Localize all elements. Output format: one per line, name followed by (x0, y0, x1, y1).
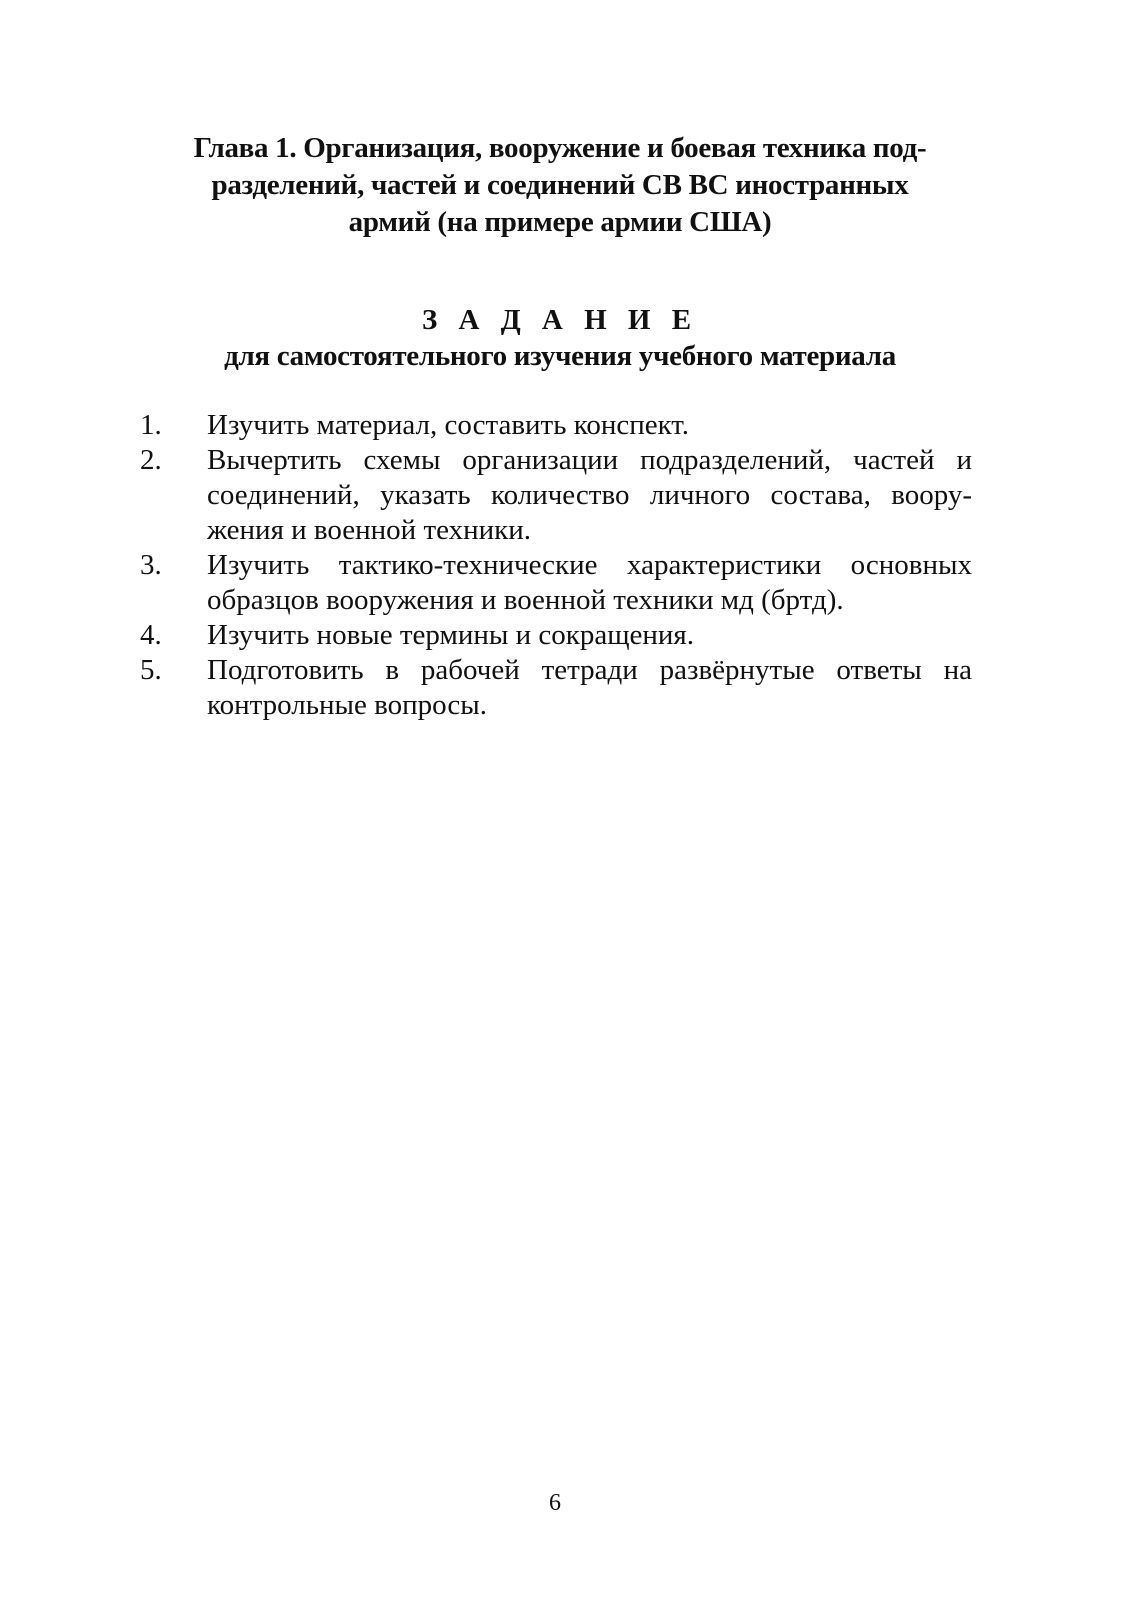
task-item-text: контрольные вопросы. (207, 689, 487, 721)
task-item-number: 4. (140, 619, 162, 651)
task-item-number: 1. (140, 409, 162, 441)
chapter-title-line: Глава 1. Организация, вооружение и боевая техника под- (193, 132, 927, 164)
task-item-text: Изучить тактико-технические характеристики основных (207, 549, 972, 581)
task-item-number: 2. (140, 444, 162, 476)
task-heading-block (150, 302, 970, 374)
task-item-text: Изучить новые термины и сокращения. (207, 619, 695, 651)
task-item (140, 548, 972, 618)
page-number: 6 (549, 1490, 561, 1516)
task-heading: З А Д А Н И Е (421, 304, 699, 336)
task-item-text: образцов вооружения и военной техники мд (бртд). (207, 584, 844, 616)
task-item-text: Подготовить в рабочей тетради развёрнутые ответы на (207, 654, 972, 686)
task-item (140, 443, 972, 548)
chapter-title-line: разделений, частей и соединений СВ ВС иностранных (211, 169, 909, 201)
task-item-number: 5. (140, 654, 162, 686)
task-item-text: Изучить материал, составить конспект. (207, 409, 690, 441)
task-item (140, 653, 972, 723)
task-subheading: для самостоятельного изучения учебного материала (224, 340, 896, 372)
chapter-title (150, 130, 970, 241)
task-item (140, 618, 972, 653)
task-item-text: соединений, указать количество личного состава, воору- (207, 479, 972, 511)
task-list (140, 408, 972, 723)
chapter-title-line: армий (на примере армии США) (348, 206, 772, 238)
task-item-text: Вычертить схемы организации подразделений, частей и (207, 444, 972, 476)
task-item-text: жения и военной техники. (207, 514, 532, 546)
task-item-number: 3. (140, 549, 162, 581)
task-item (140, 408, 972, 443)
